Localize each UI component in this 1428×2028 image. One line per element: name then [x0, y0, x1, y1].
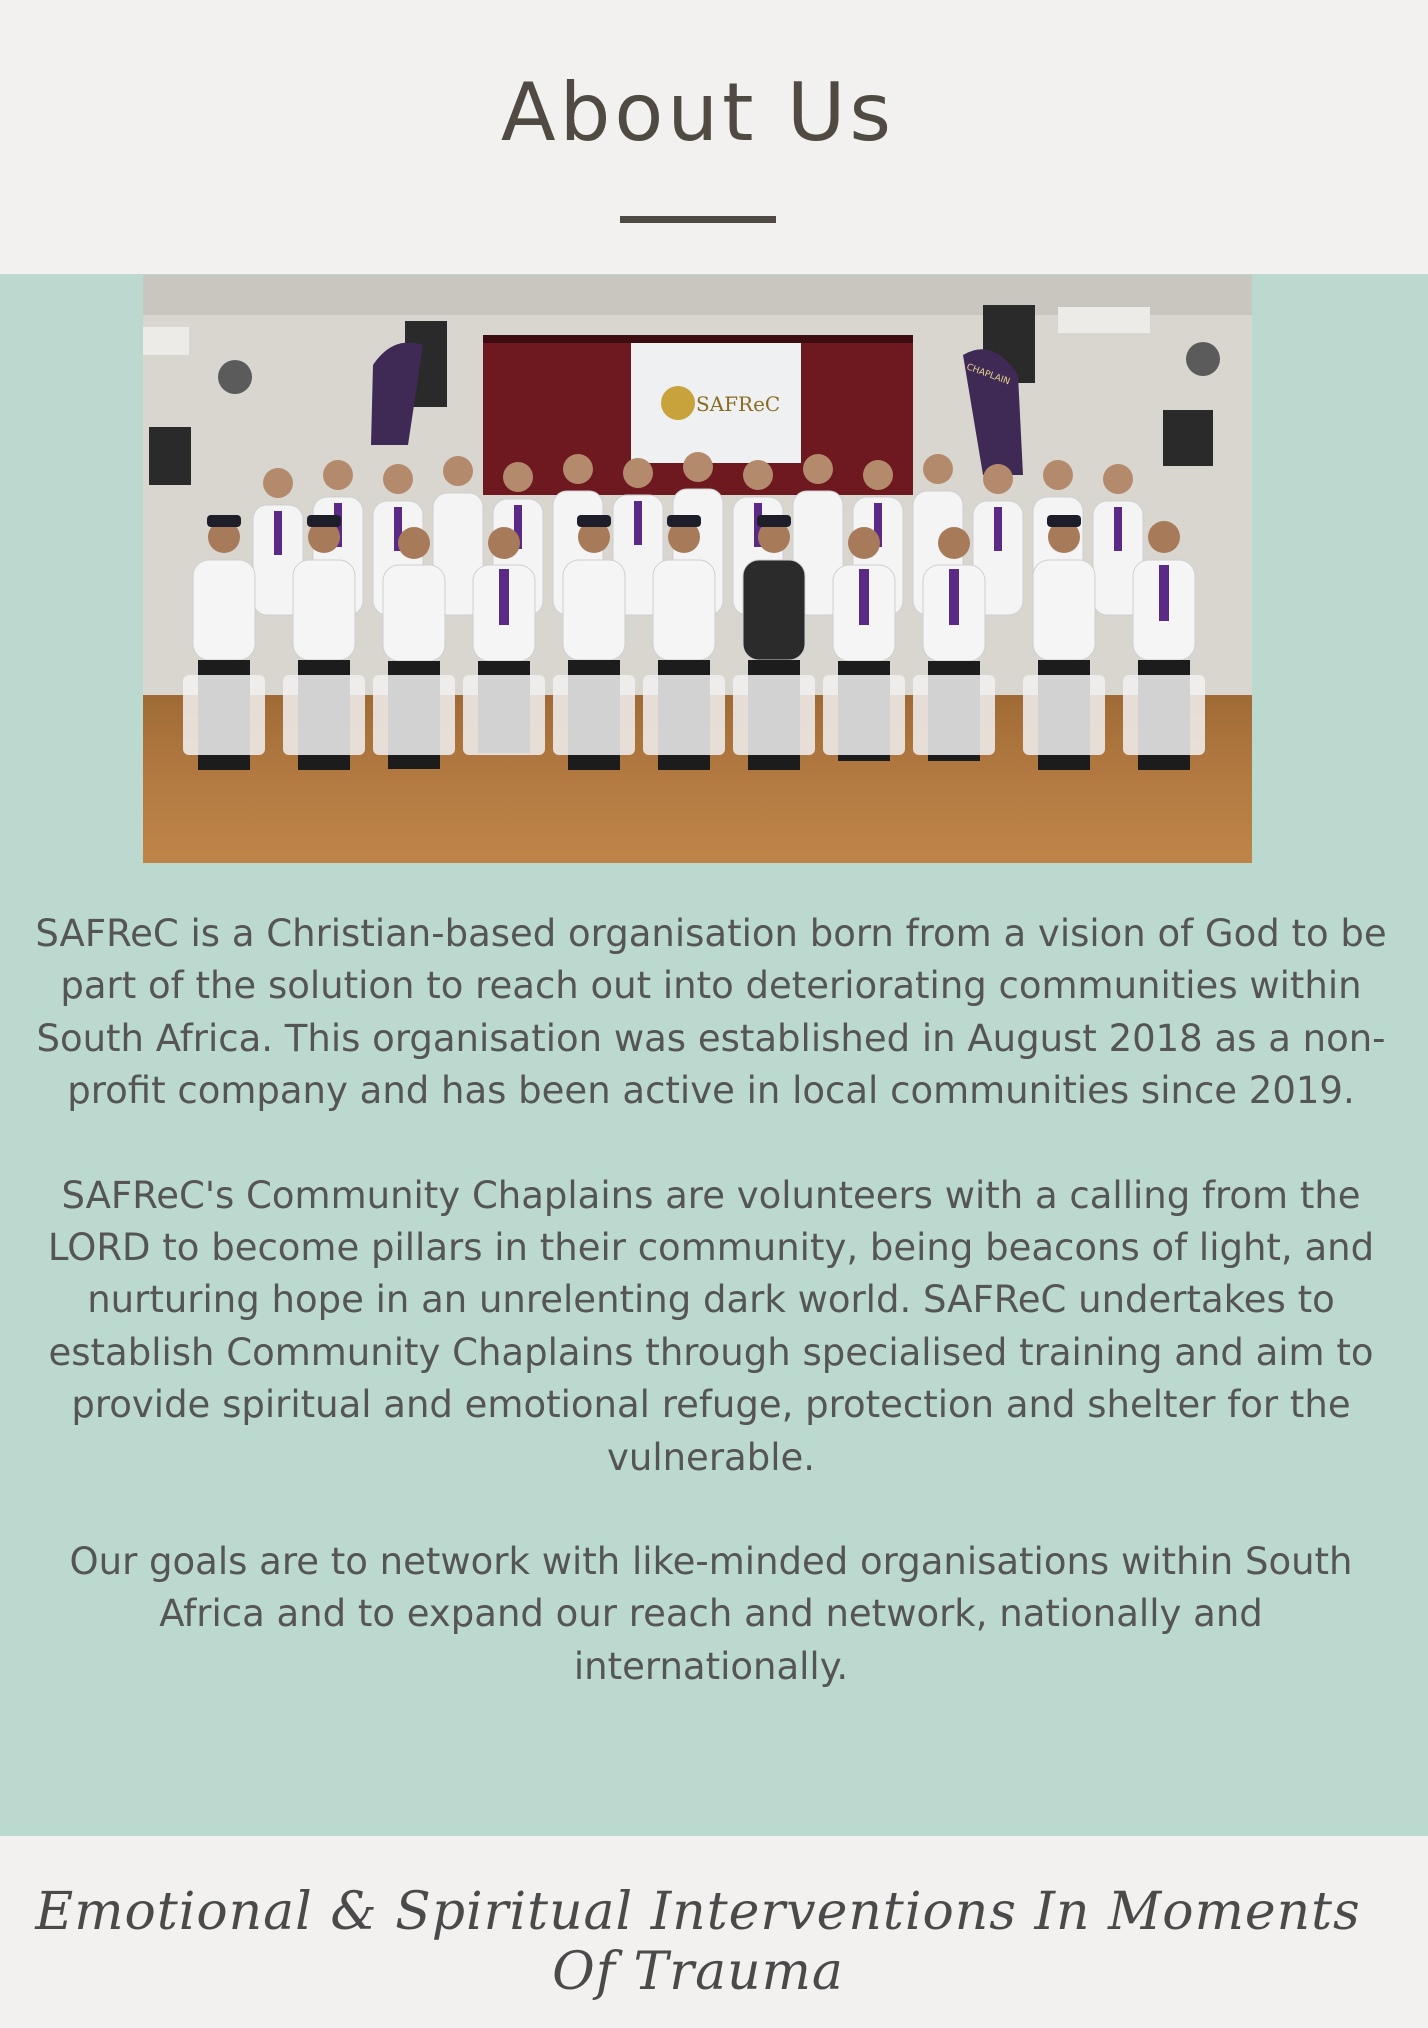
group-photo-illustration — [143, 275, 1252, 863]
group-photo — [143, 275, 1252, 863]
banner-text: CHAPLAIN — [964, 362, 1012, 388]
screen-logo-badge — [661, 386, 695, 420]
about-paragraph-goals: Our goals are to network with like-minded organisations within South Africa and to expand our reach and network, nationally and internationally. — [69, 1540, 1353, 1688]
screen-logo-text: SAFReC — [696, 392, 781, 416]
footer-tagline: Emotional & Spiritual Interventions In Moments Of Trauma — [35, 1882, 1361, 2002]
about-paragraph-chaplains: SAFReC's Community Chaplains are volunteers with a calling from the LORD to become pillars in their community, being beacons of light, and nurturing hope in an unrelenting dark world. SAFReC undertakes to establish Community Chaplains through specialised training and aim to provide spiritual and emotional refuge, protection and shelter for the vulnerable. — [47, 1173, 1375, 1479]
about-text — [26, 908, 1396, 1745]
page-title: About Us — [500, 66, 896, 159]
title-divider — [620, 216, 776, 223]
header-section — [0, 0, 1428, 274]
about-paragraph-mission: SAFReC is a Christian-based organisation born from a vision of God to be part of the solution to reach out into deteriorating communities within South Africa. This organisation was established in August 2018 as a non-profit company and has been active in local communities since 2019. — [35, 912, 1387, 1113]
